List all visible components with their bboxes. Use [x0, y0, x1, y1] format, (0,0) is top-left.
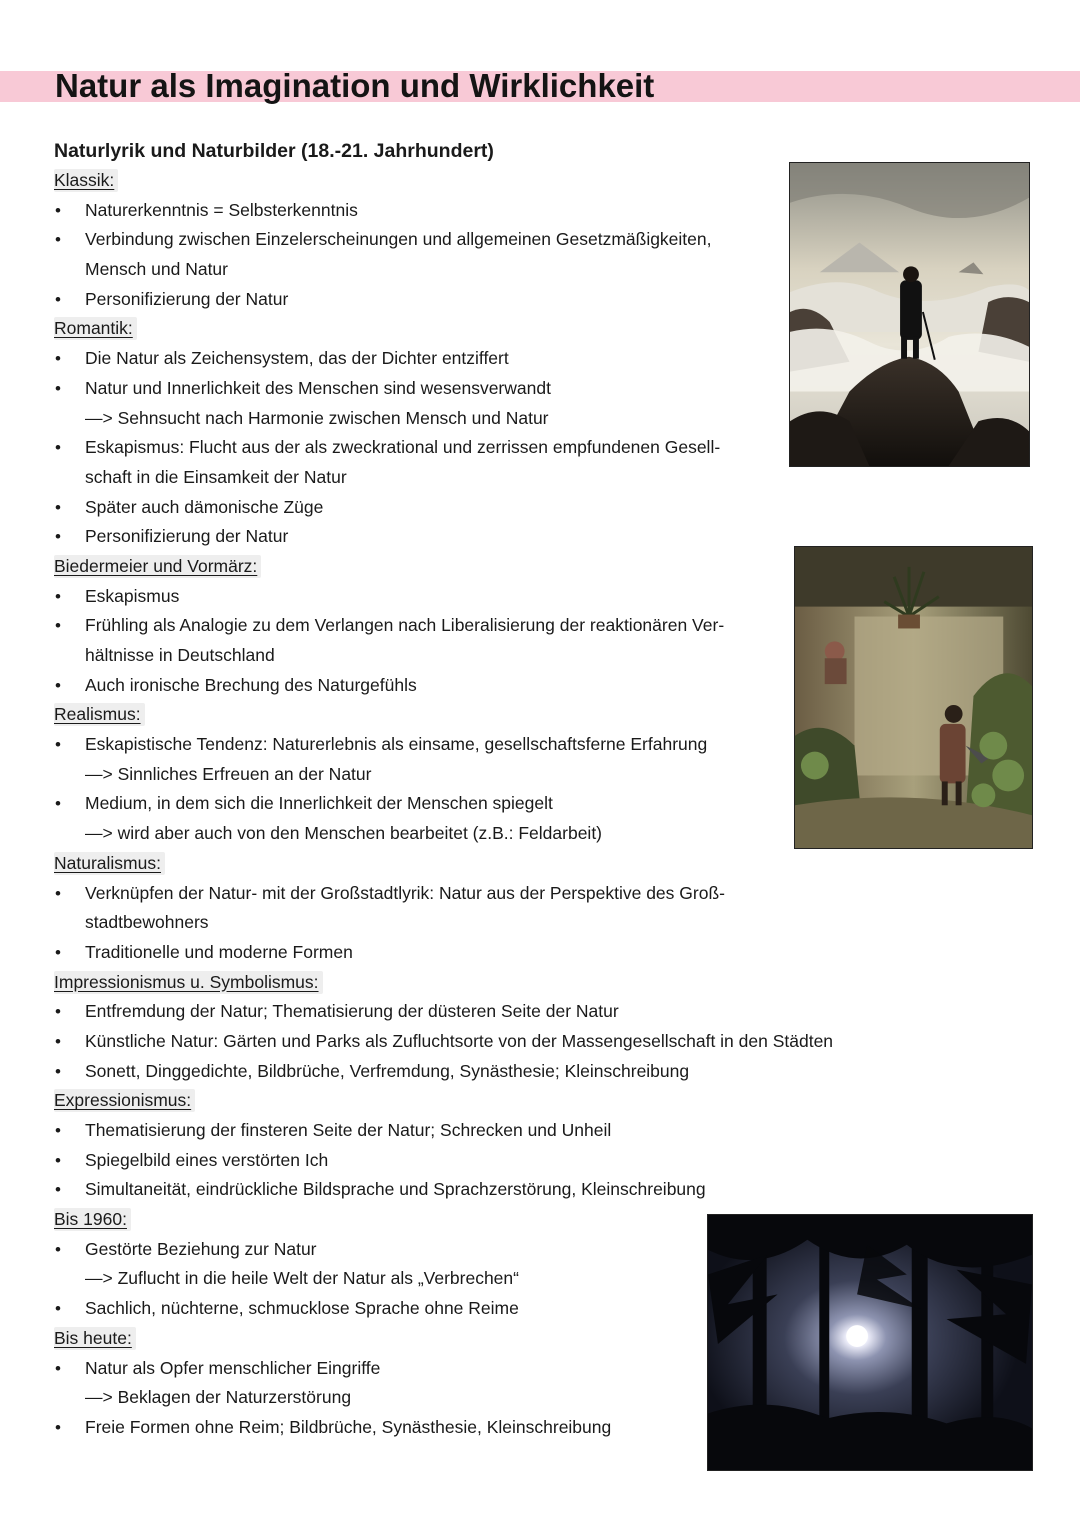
list-item-text: Freie Formen ohne Reim; Bildbrüche, Synästhesie, Kleinschreibung	[85, 1416, 612, 1437]
list-item-text: Verknüpfen der Natur- mit der Großstadtlyrik: Natur aus der Perspektive des Groß-	[85, 882, 725, 903]
list-item-text: —> Beklagen der Naturzerstörung	[85, 1387, 352, 1408]
list-item	[0, 1057, 1080, 1087]
list-item-text: Künstliche Natur: Gärten und Parks als Zufluchtsorte von der Massengesellschaft in den Städten	[85, 1030, 834, 1051]
section-label-text: Expressionismus:	[54, 1089, 195, 1112]
list-item-text: —> wird aber auch von den Menschen bearbeitet (z.B.: Feldarbeit)	[85, 823, 603, 844]
list-item-text: Personifizierung der Natur	[85, 288, 289, 309]
section-label-text: Biedermeier und Vormärz:	[54, 555, 261, 578]
section-label-text: Naturalismus:	[54, 852, 165, 875]
list-item-text: —> Zuflucht in die heile Welt der Natur als „Verbrechen“	[85, 1268, 519, 1289]
bullet-icon: •	[55, 735, 61, 755]
list-item-text: Die Natur als Zeichensystem, das der Dichter entziffert	[85, 348, 509, 369]
section-label-text: Romantik:	[54, 317, 137, 340]
list-item-text: Gestörte Beziehung zur Natur	[85, 1238, 317, 1259]
bullet-icon: •	[55, 200, 61, 220]
section-label	[0, 849, 1080, 879]
bullet-icon: •	[55, 497, 61, 517]
bullet-icon: •	[55, 1121, 61, 1140]
list-item-text: Frühling als Analogie zu dem Verlangen nach Liberalisierung der reaktionären Ver-	[85, 615, 725, 636]
list-item-text: —> Sehnsucht nach Harmonie zwischen Mensch und Natur	[85, 407, 549, 428]
page-subtitle: Naturlyrik und Naturbilder (18.-21. Jahrhundert)	[54, 140, 494, 162]
list-item-text: Mensch und Natur	[85, 259, 228, 280]
bullet-icon: •	[55, 1239, 61, 1259]
bullet-icon: •	[55, 289, 61, 309]
list-item-continuation	[0, 463, 1080, 493]
list-item-continuation	[0, 908, 1080, 938]
list-item-text: Naturerkenntnis = Selbsterkenntnis	[85, 199, 358, 220]
bullet-icon: •	[55, 586, 61, 606]
list-item	[0, 1146, 1080, 1176]
bullet-icon: •	[55, 1358, 61, 1378]
list-item	[0, 1116, 1080, 1146]
bullet-icon: •	[55, 1180, 61, 1200]
painting-wanderer-fog	[789, 162, 1030, 467]
list-item-text: Eskapismus	[85, 585, 180, 606]
list-item-text: Thematisierung der finsteren Seite der Natur; Schrecken und Unheil	[85, 1120, 612, 1140]
bullet-icon: •	[55, 883, 61, 903]
list-item-text: stadtbewohners	[85, 912, 209, 933]
list-item-text: Später auch dämonische Züge	[85, 496, 324, 517]
list-item-text: Verbindung zwischen Einzelerscheinungen und allgemeinen Gesetzmäßigkeiten,	[85, 229, 712, 250]
bullet-icon: •	[55, 378, 61, 398]
photo-moonlit-forest	[707, 1214, 1033, 1471]
bullet-icon: •	[55, 1031, 61, 1051]
list-item-text: —> Sinnliches Erfreuen an der Natur	[85, 763, 372, 784]
bullet-icon: •	[55, 1150, 61, 1170]
section-label-text: Realismus:	[54, 703, 145, 726]
bullet-icon: •	[55, 1002, 61, 1022]
section-label-text: Klassik:	[54, 169, 118, 192]
list-item-text: Natur und Innerlichkeit des Menschen sind wesensverwandt	[85, 377, 551, 398]
list-item-text: Entfremdung der Natur; Thematisierung der düsteren Seite der Natur	[85, 1001, 619, 1022]
list-item-text: Spiegelbild eines verstörten Ich	[85, 1149, 329, 1170]
list-item	[0, 997, 1080, 1027]
section-label	[0, 1086, 1080, 1116]
bullet-icon: •	[55, 1417, 61, 1437]
list-item	[0, 493, 1080, 523]
bullet-icon: •	[55, 794, 61, 814]
bullet-icon: •	[55, 527, 61, 547]
list-item-text: Eskapismus: Flucht aus der als zweckrational und zerrissen empfundenen Gesell-	[85, 437, 721, 458]
section-label-text: Bis 1960:	[54, 1208, 131, 1231]
list-item-text: Eskapistische Tendenz: Naturerlebnis als einsame, gesellschaftsferne Erfahrung	[85, 734, 708, 755]
section-label-text: Impressionismus u. Symbolismus:	[54, 971, 323, 994]
list-item-text: schaft in die Einsamkeit der Natur	[85, 466, 347, 487]
bullet-icon: •	[55, 675, 61, 695]
list-item-text: Sachlich, nüchterne, schmucklose Sprache ohne Reime	[85, 1298, 519, 1319]
bullet-icon: •	[55, 230, 61, 250]
bullet-icon: •	[55, 349, 61, 369]
list-item	[0, 879, 1080, 909]
bullet-icon: •	[55, 438, 61, 458]
list-item-text: Simultaneität, eindrückliche Bildsprache und Sprachzerstörung, Kleinschreibung	[85, 1179, 706, 1200]
bullet-icon: •	[55, 1299, 61, 1319]
section-label-text: Bis heute:	[54, 1327, 136, 1350]
list-item-text: hältnisse in Deutschland	[85, 645, 275, 665]
list-item-text: Medium, in dem sich die Innerlichkeit der Menschen spiegelt	[85, 793, 553, 814]
list-item	[0, 1175, 1080, 1205]
list-item-text: Auch ironische Brechung des Naturgefühls	[85, 674, 417, 695]
bullet-icon: •	[55, 1061, 61, 1081]
list-item-text: Traditionelle und moderne Formen	[85, 941, 353, 962]
list-item	[0, 1027, 1080, 1057]
painting-gardener	[794, 546, 1033, 849]
section-label	[0, 968, 1080, 998]
list-item	[0, 938, 1080, 968]
bullet-icon: •	[55, 942, 61, 962]
list-item-text: Natur als Opfer menschlicher Eingriffe	[85, 1357, 381, 1378]
list-item-text: Sonett, Dinggedichte, Bildbrüche, Verfremdung, Synästhesie; Kleinschreibung	[85, 1060, 690, 1081]
bullet-icon: •	[55, 616, 61, 636]
page-title: Natur als Imagination und Wirklichkeit	[55, 67, 655, 104]
list-item-text: Personifizierung der Natur	[85, 526, 289, 547]
